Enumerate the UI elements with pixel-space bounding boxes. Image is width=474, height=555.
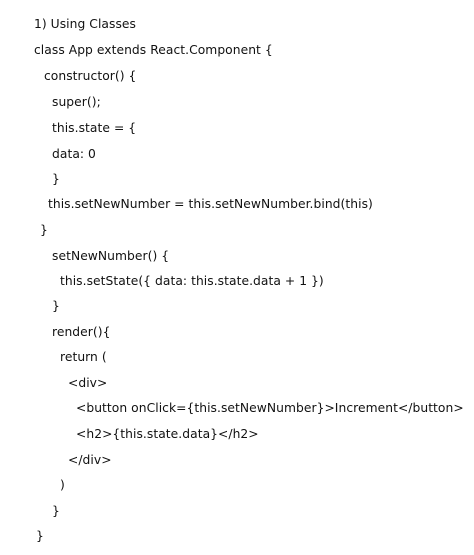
code-line-11: this.setState({ data: this.state.data + 1 }) [60, 274, 324, 288]
code-line-6: data: 0 [52, 147, 96, 161]
code-line-13: render(){ [52, 325, 111, 339]
code-line-16: <button onClick={this.setNewNumber}>Increment</button> [76, 401, 464, 415]
code-line-9: } [40, 223, 48, 237]
code-line-21: } [36, 529, 44, 543]
code-line-2: class App extends React.Component { [34, 43, 273, 57]
code-line-10: setNewNumber() { [52, 249, 170, 263]
code-line-17: <h2>{this.state.data}</h2> [76, 427, 259, 441]
code-line-14: return ( [60, 350, 107, 364]
code-line-18: </div> [68, 453, 112, 467]
code-line-7: } [52, 172, 60, 186]
code-line-12: } [52, 299, 60, 313]
code-line-3: constructor() { [44, 69, 137, 83]
code-line-20: } [52, 504, 60, 518]
code-line-1: 1) Using Classes [34, 17, 136, 31]
code-line-8: this.setNewNumber = this.setNewNumber.bind(this) [48, 197, 373, 211]
code-line-5: this.state = { [52, 121, 137, 135]
code-line-19: ) [60, 478, 65, 492]
code-line-15: <div> [68, 376, 108, 390]
code-line-4: super(); [52, 95, 101, 109]
